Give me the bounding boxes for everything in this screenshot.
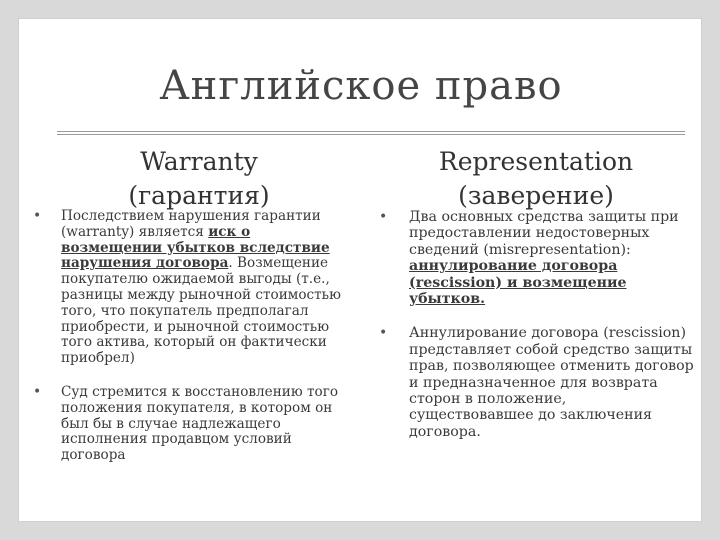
warranty-list: [33, 209, 343, 464]
bullet-icon: •: [33, 208, 42, 224]
bullet-icon: •: [33, 383, 42, 400]
representation-heading: [405, 145, 667, 213]
item-text: Суд стремится к восстановлению того положения покупателя, в котором он был бы в случае надлежащего исполнения продавцом условий договора: [61, 383, 339, 464]
bullet-icon: •: [379, 209, 388, 225]
list-item: [379, 325, 695, 440]
representation-list: [379, 209, 695, 440]
list-item: [379, 209, 695, 307]
item-emphasis: иск о возмещении убытков вследствие нарушения договора: [61, 223, 330, 272]
representation-heading-line2: (заверение): [458, 181, 614, 210]
title-divider: [57, 131, 685, 135]
warranty-heading-line1: Warranty: [140, 147, 258, 176]
item-text: Последствием нарушения гарантии (warranty) является: [61, 208, 321, 240]
warranty-heading-line2: (гарантия): [128, 181, 270, 210]
warranty-heading: [111, 145, 287, 213]
slide-title: Английское право: [159, 63, 563, 109]
item-text: Аннулирование договора (rescission) представляет собой средство защиты прав, позволяющее отменить договор и предназначенное для возврата сторон в положение, существовавшее до заключения договора.: [409, 325, 694, 440]
list-item: [33, 385, 343, 464]
item-text: Два основных средства защиты при предоставлении недостоверных сведений (misrepresentation):: [409, 209, 679, 258]
slide: [18, 18, 702, 522]
bullet-icon: •: [379, 325, 388, 342]
list-item: [33, 209, 343, 367]
representation-heading-line1: Representation: [438, 147, 634, 176]
item-emphasis: аннулирование договора (rescission) и возмещение убытков.: [409, 258, 627, 308]
item-text-tail: . Возмещение покупателю ожидаемой выгоды (т.е., разницы между рыночной стоимостью того, что покупатель предполагал приобрести, и рыночной стоимостью того актива, который он фактически приобрел): [61, 255, 341, 367]
